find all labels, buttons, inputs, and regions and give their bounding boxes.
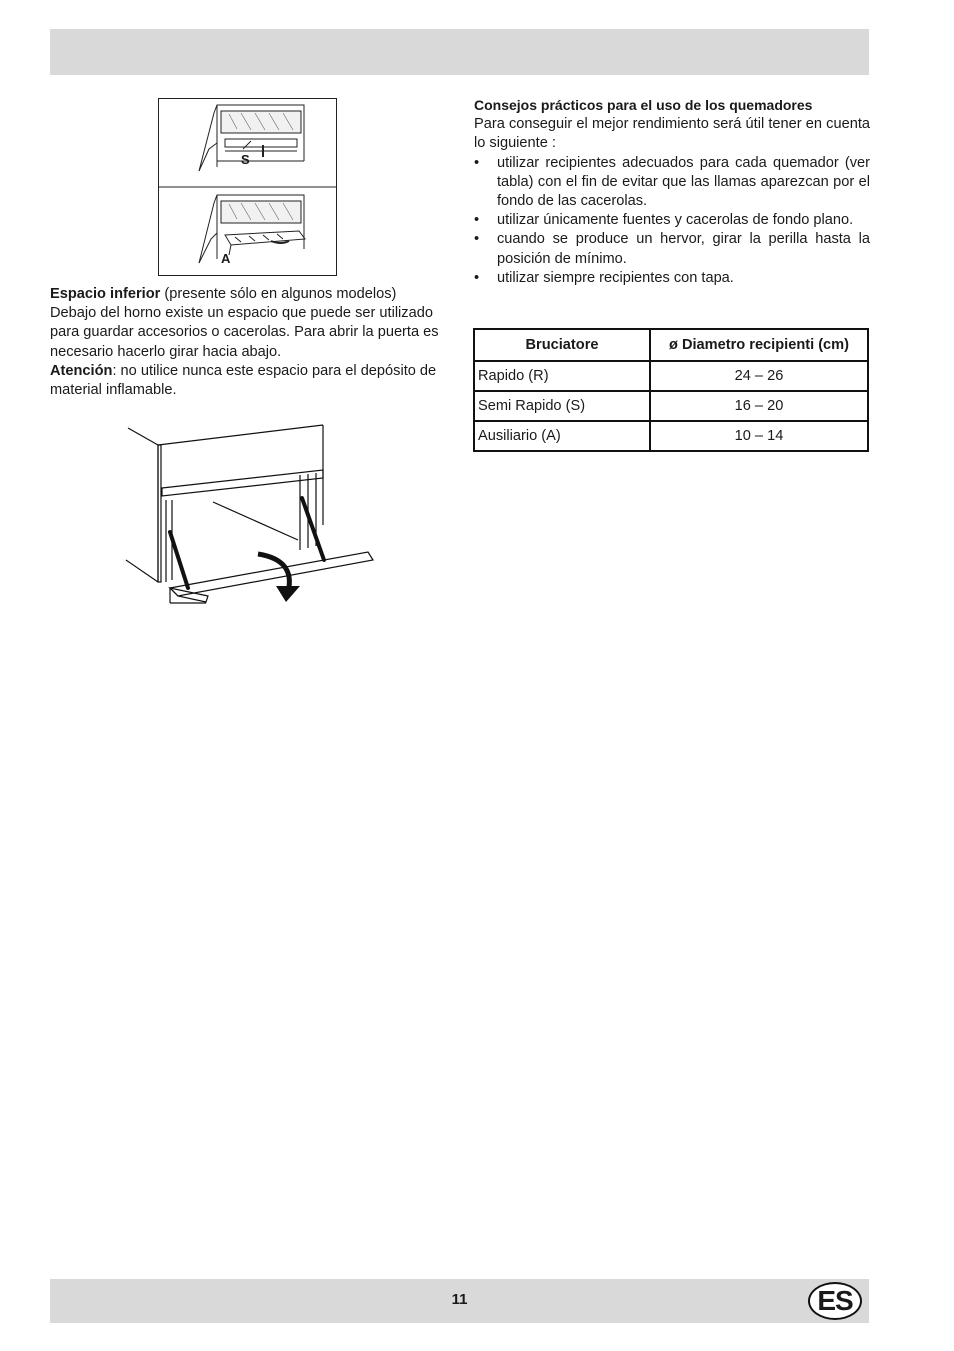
warning-label: Atención xyxy=(50,362,113,379)
table-cell-burner: Semi Rapido (S) xyxy=(474,391,650,421)
tip-item: • cuando se produce un hervor, girar la perilla hasta la posición de mínimo. xyxy=(474,230,870,268)
tip-item: • utilizar únicamente fuentes y cacerolas de fondo plano. xyxy=(474,211,870,230)
language-badge: ES xyxy=(808,1282,862,1320)
table-cell-diameter: 10 – 14 xyxy=(650,421,868,451)
header-band xyxy=(50,29,869,75)
warning-paragraph xyxy=(50,362,446,400)
heading-note: (presente sólo en algunos modelos) xyxy=(160,286,397,302)
heading-bold: Espacio inferior xyxy=(50,286,161,302)
page-number: 11 xyxy=(451,1291,468,1308)
table-cell-diameter: 24 – 26 xyxy=(650,361,868,391)
figure-label-a: A xyxy=(221,251,231,266)
tips-heading: Consejos prácticos para el uso de los quemadores xyxy=(474,97,813,113)
warning-text: : no utilice nunca este espacio para el depósito de material inflamable. xyxy=(50,362,437,399)
burner-diameter-table xyxy=(473,328,869,452)
lower-compartment-section xyxy=(50,285,446,400)
table-row xyxy=(474,421,868,451)
tip-item: • utilizar siempre recipientes con tapa. xyxy=(474,269,870,288)
table-row xyxy=(474,361,868,391)
footer-band xyxy=(50,1279,869,1323)
table-row xyxy=(474,391,868,421)
burner-tips-section xyxy=(474,96,870,288)
compartment-drawing xyxy=(159,99,336,275)
table-cell-burner: Rapido (R) xyxy=(474,361,650,391)
section-heading xyxy=(50,285,446,304)
figure-label-s: S xyxy=(241,152,250,167)
table-header-burner: Bruciatore xyxy=(474,329,650,361)
table-cell-diameter: 16 – 20 xyxy=(650,391,868,421)
tip-item: • utilizar recipientes adecuados para cada quemador (ver tabla) con el fin de evitar que las llamas aparezcan por el fondo de las cacerolas. xyxy=(474,154,870,212)
door-opening-illustration xyxy=(118,420,378,610)
compartment-illustration xyxy=(158,98,337,276)
table-header-row xyxy=(474,329,868,361)
section-body: Debajo del horno existe un espacio que puede ser utilizado para guardar accesorios o cacerolas. Para abrir la puerta es necesario hacerlo girar hacia abajo. xyxy=(50,305,439,360)
tips-intro: Para conseguir el mejor rendimiento será útil tener en cuenta lo siguiente : xyxy=(474,116,870,152)
tips-list xyxy=(474,154,870,288)
table-header-diameter: ø Diametro recipienti (cm) xyxy=(650,329,868,361)
table-cell-burner: Ausiliario (A) xyxy=(474,421,650,451)
